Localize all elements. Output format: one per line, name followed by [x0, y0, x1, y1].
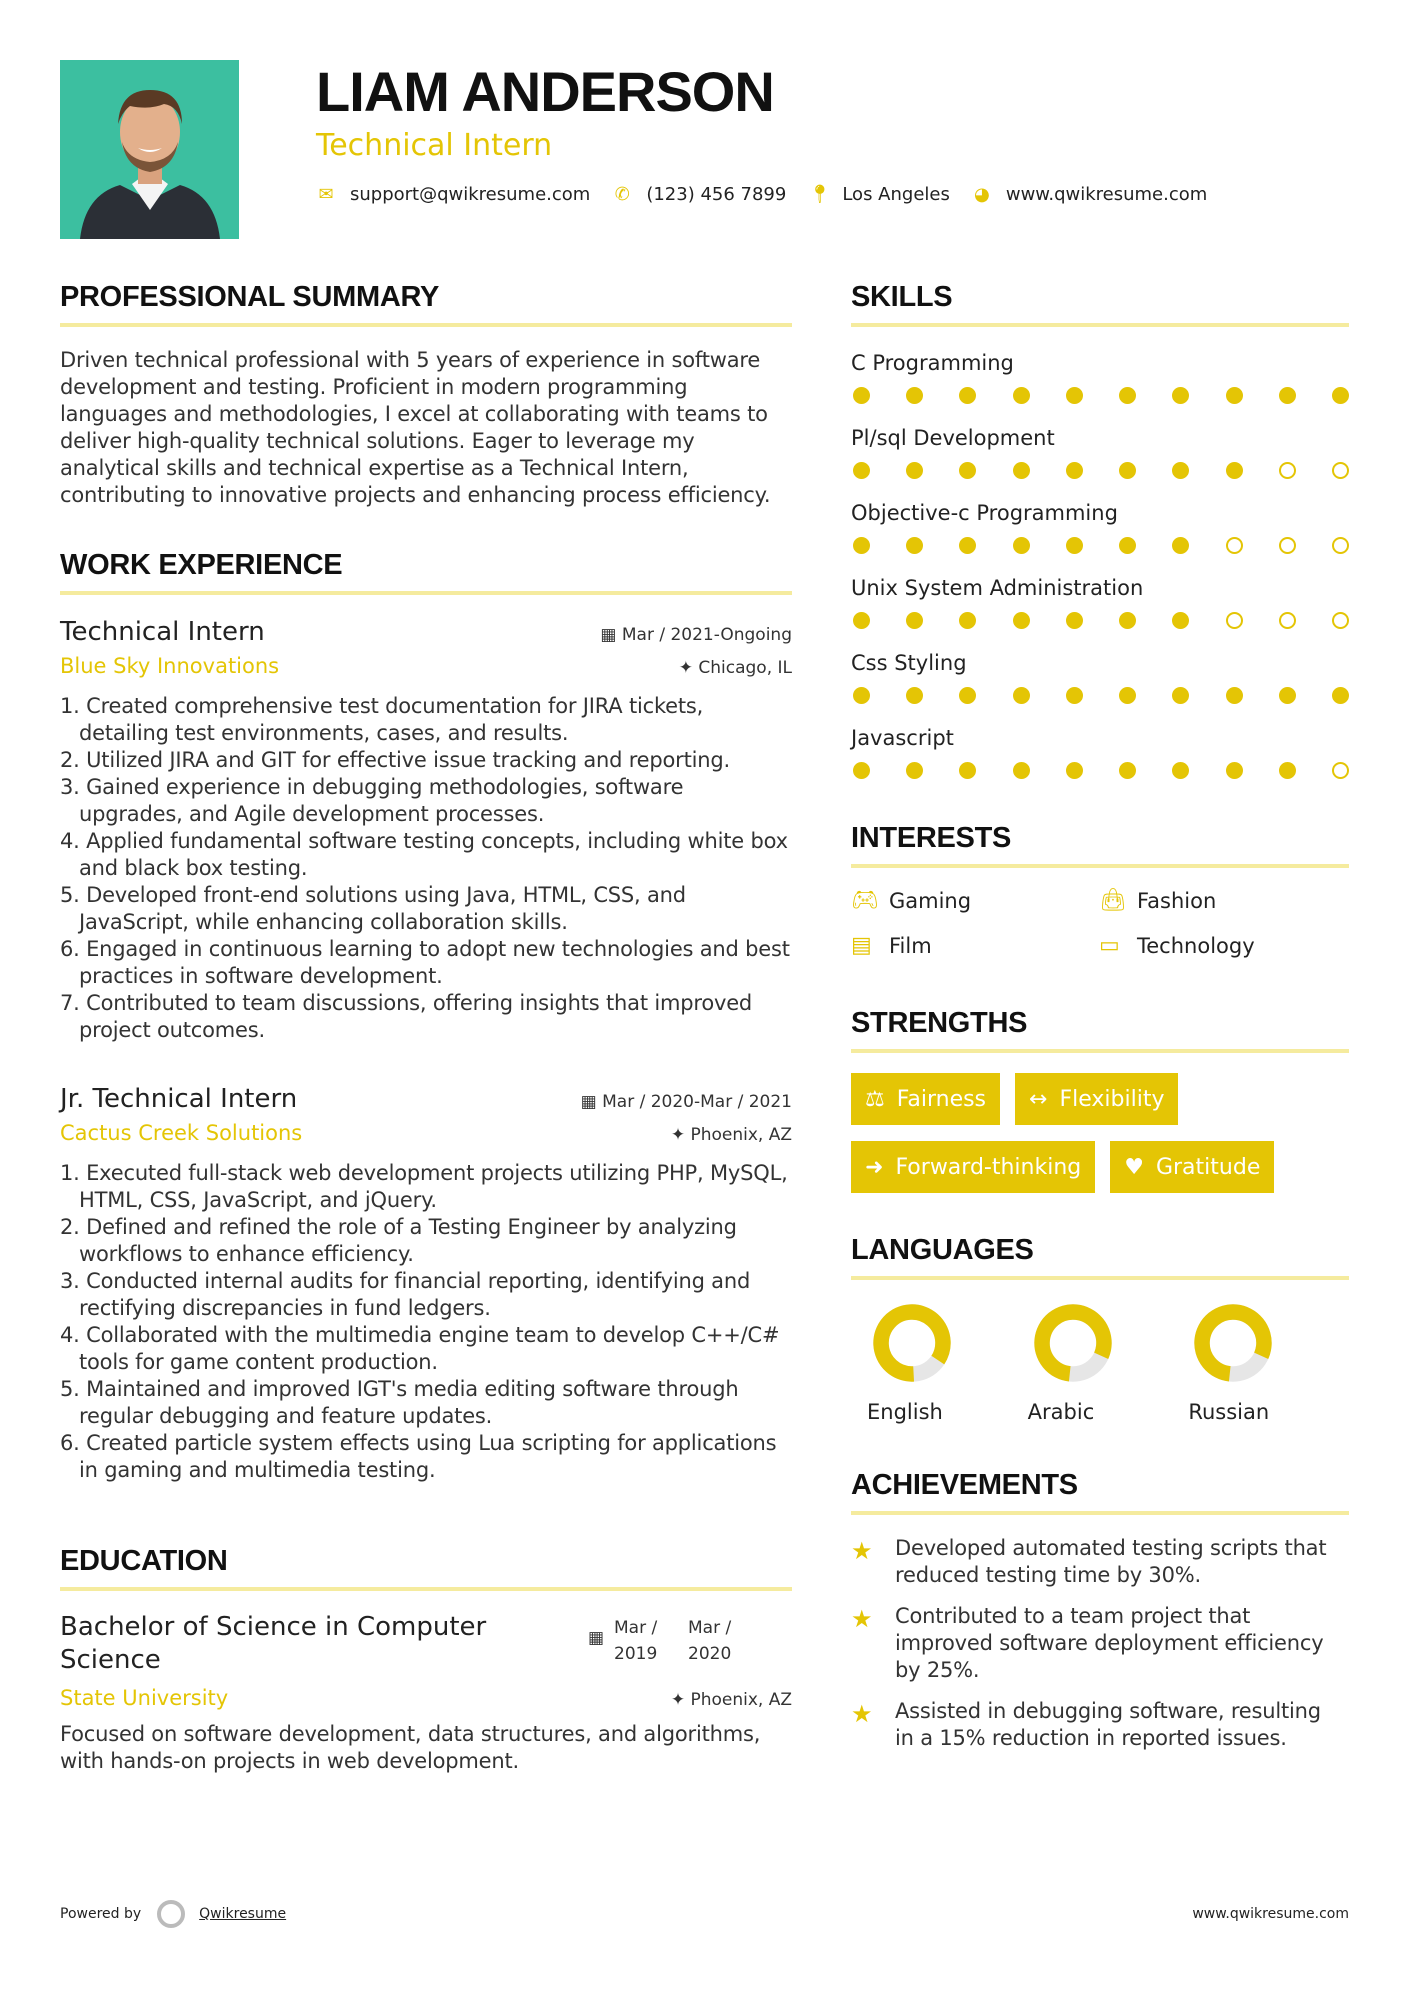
skill-rating: [851, 462, 1349, 479]
rating-dot-filled: [1066, 537, 1083, 554]
section-divider: [851, 323, 1349, 327]
rating-dot-filled: [1066, 762, 1083, 779]
job-entry: [60, 615, 792, 1044]
rating-dot-filled: [1226, 462, 1243, 479]
education-section: [60, 1542, 792, 1775]
language-donut: [1190, 1300, 1276, 1386]
pin-icon: ✦: [670, 1690, 691, 1710]
list-item: 4. Applied fundamental software testing concepts, including white box and black box testing.: [60, 829, 788, 880]
skill-name: Unix System Administration: [851, 576, 1144, 600]
language-item: [1188, 1300, 1349, 1424]
rating-dot-empty: [1332, 762, 1349, 779]
rating-dot-filled: [959, 687, 976, 704]
list-item: 2. Utilized JIRA and GIT for effective issue tracking and reporting.: [60, 748, 730, 772]
rating-dot-filled: [1066, 387, 1083, 404]
experience-section: [60, 546, 792, 1484]
language-name: English: [867, 1400, 943, 1424]
rating-dot-filled: [1226, 762, 1243, 779]
rating-dot-empty: [1332, 612, 1349, 629]
interest-item: 👜︎ Fashion: [1099, 888, 1217, 913]
rating-dot-filled: [1332, 387, 1349, 404]
rating-dot-filled: [1066, 462, 1083, 479]
company-name: Blue Sky Innovations: [60, 654, 280, 678]
rating-dot-filled: [853, 387, 870, 404]
rating-dot-filled: [1332, 687, 1349, 704]
skill-name: Pl/sql Development: [851, 426, 1055, 450]
arrow-right-icon: ➜: [865, 1154, 884, 1180]
rating-dot-filled: [1013, 687, 1030, 704]
list-item: 6. Engaged in continuous learning to adopt new technologies and best practices in software development.: [60, 937, 790, 988]
pin-icon: ✦: [670, 1125, 691, 1145]
contact-website[interactable]: [972, 184, 1207, 205]
section-divider: [851, 1276, 1349, 1280]
interests-grid: [851, 888, 1349, 958]
achievement-item: [851, 1535, 1349, 1589]
job-role: Jr. Technical Intern: [60, 1084, 298, 1114]
section-title: EDUCATION: [60, 1545, 228, 1577]
language-name: Arabic: [1027, 1400, 1095, 1424]
location-text: Los Angeles: [842, 184, 950, 205]
rating-dot-filled: [959, 762, 976, 779]
rating-dot-filled: [906, 762, 923, 779]
rating-dot-filled: [1013, 762, 1030, 779]
rating-dot-empty: [1279, 462, 1296, 479]
rating-dot-empty: [1279, 537, 1296, 554]
rating-dot-filled: [1279, 762, 1296, 779]
rating-dot-filled: [1066, 612, 1083, 629]
list-item: 5. Developed front-end solutions using Java, HTML, CSS, and JavaScript, while enhancing collaboration skills.: [60, 883, 686, 934]
rating-dot-filled: [1013, 537, 1030, 554]
arrows-horizontal-icon: ↔: [1029, 1086, 1048, 1112]
star-icon: ★: [851, 1537, 873, 1565]
skill-name: Objective-c Programming: [851, 501, 1118, 525]
list-item: 1. Executed full-stack web development projects utilizing PHP, MySQL, HTML, CSS, JavaScript, and jQuery.: [60, 1161, 788, 1212]
balance-scale-icon: ⚖: [865, 1086, 885, 1112]
section-title: LANGUAGES: [851, 1234, 1034, 1266]
rating-dot-filled: [853, 762, 870, 779]
map-marker-icon: 📍︎: [808, 184, 832, 205]
rating-dot-filled: [959, 537, 976, 554]
laptop-icon: ▭: [1099, 933, 1120, 958]
list-item: 7. Contributed to team discussions, offering insights that improved project outcomes.: [60, 991, 753, 1042]
list-item: 2. Defined and refined the role of a Testing Engineer by analyzing workflows to enhance efficiency.: [60, 1215, 737, 1266]
rating-dot-filled: [1172, 387, 1189, 404]
rating-dot-empty: [1332, 537, 1349, 554]
skill-rating: [851, 537, 1349, 554]
rating-dot-filled: [1119, 387, 1136, 404]
rating-dot-empty: [1226, 537, 1243, 554]
strength-tag: ⚖ Fairness: [851, 1073, 1000, 1125]
strength-tags: [851, 1073, 1349, 1193]
skill-rating: [851, 612, 1349, 629]
language-item: [867, 1300, 1028, 1424]
section-title: WORK EXPERIENCE: [60, 549, 343, 581]
calendar-icon: ▦: [580, 1092, 603, 1112]
achievement-text: Contributed to a team project that improved software deployment efficiency by 25%.: [895, 1604, 1324, 1682]
envelope-icon: ✉: [318, 184, 334, 205]
rating-dot-empty: [1226, 612, 1243, 629]
footer-website[interactable]: www.qwikresume.com: [1192, 1906, 1349, 1922]
languages-section: [851, 1231, 1349, 1424]
candidate-title: Technical Intern: [316, 128, 553, 163]
rating-dot-filled: [959, 612, 976, 629]
job-location: ✦ Chicago, IL: [678, 658, 792, 678]
rating-dot-empty: [1279, 612, 1296, 629]
list-item: 5. Maintained and improved IGT's media editing software through regular debugging and feature updates.: [60, 1377, 739, 1428]
shopping-bag-icon: 👜︎: [1099, 888, 1127, 913]
skill-rating: [851, 762, 1349, 779]
education-end: Mar / 2020: [688, 1618, 732, 1664]
achievement-text: Developed automated testing scripts that reduced testing time by 30%.: [895, 1536, 1327, 1587]
rating-dot-filled: [1172, 462, 1189, 479]
section-divider: [851, 1511, 1349, 1515]
education-description: Focused on software development, data structures, and algorithms, with hands-on projects in web development.: [60, 1722, 761, 1773]
job-bullets: [60, 693, 792, 1044]
rating-dot-filled: [1226, 387, 1243, 404]
interest-item: ▭ Technology: [1099, 933, 1255, 958]
rating-dot-filled: [906, 387, 923, 404]
strength-tag: ♥ Gratitude: [1110, 1141, 1274, 1193]
globe-icon: ◕: [973, 184, 990, 205]
language-donut: [1030, 1300, 1116, 1386]
footer-powered-by: [60, 1900, 286, 1928]
section-divider: [60, 591, 792, 595]
achievement-item: [851, 1698, 1349, 1752]
skill-rating: [851, 387, 1349, 404]
list-item: 3. Gained experience in debugging methodologies, software upgrades, and Agile development processes.: [60, 775, 684, 826]
rating-dot-filled: [959, 387, 976, 404]
school-location: ✦ Phoenix, AZ: [670, 1690, 792, 1710]
achievements-section: [851, 1466, 1349, 1752]
rating-dot-filled: [1172, 537, 1189, 554]
rating-dot-filled: [959, 462, 976, 479]
section-divider: [851, 864, 1349, 868]
strength-tag: ↔ Flexibility: [1015, 1073, 1178, 1125]
star-icon: ★: [851, 1605, 873, 1633]
section-title: STRENGTHS: [851, 1007, 1028, 1039]
achievement-item: [851, 1603, 1349, 1684]
language-list: [851, 1300, 1349, 1424]
school-name: State University: [60, 1686, 229, 1710]
rating-dot-filled: [1172, 762, 1189, 779]
list-item: 3. Conducted internal audits for financial reporting, identifying and rectifying discrepancies in fund ledgers.: [60, 1269, 751, 1320]
section-divider: [60, 323, 792, 327]
contact-phone[interactable]: [612, 184, 786, 205]
list-item: 1. Created comprehensive test documentation for JIRA tickets, detailing test environments, cases, and results.: [60, 694, 704, 745]
rating-dot-filled: [1013, 612, 1030, 629]
section-title: INTERESTS: [851, 822, 1012, 854]
company-name: Cactus Creek Solutions: [60, 1121, 303, 1145]
calendar-icon: ▦: [600, 625, 622, 645]
rating-dot-filled: [853, 612, 870, 629]
achievement-text: Assisted in debugging software, resulting in a 15% reduction in reported issues.: [895, 1699, 1321, 1750]
brand-link[interactable]: Qwikresume: [199, 1906, 287, 1922]
interest-item: 🎮︎ Gaming: [851, 888, 972, 913]
rating-dot-filled: [1119, 612, 1136, 629]
rating-dot-filled: [906, 612, 923, 629]
rating-dot-filled: [1119, 687, 1136, 704]
rating-dot-filled: [1226, 687, 1243, 704]
education-dates: [588, 1615, 762, 1677]
powered-by-text: Powered by: [60, 1906, 142, 1922]
job-entry: [60, 1082, 792, 1484]
summary-text: Driven technical professional with 5 years of experience in software development and testing. Proficient in modern programming languages and methodologies, I excel at collaborating with teams to deliver high-quality technical solutions. Eager to leverage my analytical skills and technical expertise as a Technical Intern, contributing to innovative projects and enhancing process efficiency.: [60, 348, 771, 507]
job-date: ▦ Mar / 2020-Mar / 2021: [580, 1092, 792, 1112]
candidate-name: LIAM ANDERSON: [316, 60, 774, 123]
pin-icon: ✦: [678, 658, 699, 678]
section-title: PROFESSIONAL SUMMARY: [60, 281, 440, 313]
website-text: www.qwikresume.com: [1005, 184, 1208, 205]
skill-name: Javascript: [851, 726, 954, 750]
strengths-section: [851, 1004, 1349, 1193]
left-column: [60, 278, 792, 1775]
interest-item: ▤ Film: [851, 933, 932, 958]
job-date: ▦ Mar / 2021-Ongoing: [600, 625, 792, 645]
rating-dot-filled: [1066, 687, 1083, 704]
skills-list: [851, 347, 1349, 779]
rating-dot-filled: [906, 462, 923, 479]
rating-dot-filled: [853, 687, 870, 704]
language-donut: [869, 1300, 955, 1386]
profile-photo: [60, 60, 239, 239]
strength-tag: ➜ Forward-thinking: [851, 1141, 1095, 1193]
section-divider: [60, 1587, 792, 1591]
skill-rating: [851, 687, 1349, 704]
rating-dot-filled: [1119, 762, 1136, 779]
calendar-icon: ▦: [587, 1628, 604, 1648]
rating-dot-filled: [1119, 537, 1136, 554]
summary-section: [60, 278, 792, 509]
interests-section: [851, 819, 1349, 958]
email-text: support@qwikresume.com: [350, 184, 591, 205]
contact-email[interactable]: [316, 184, 590, 205]
star-icon: ★: [851, 1700, 873, 1728]
heart-icon: ♥: [1124, 1154, 1144, 1180]
skills-section: [851, 278, 1349, 779]
education-start: Mar / 2019: [614, 1618, 658, 1664]
job-location: ✦ Phoenix, AZ: [670, 1125, 792, 1145]
skill-name: Css Styling: [851, 651, 967, 675]
skill-name: C Programming: [851, 351, 1014, 375]
person-portrait-icon: [60, 60, 239, 239]
rating-dot-filled: [1013, 387, 1030, 404]
job-role: Technical Intern: [60, 617, 265, 647]
rating-dot-filled: [906, 537, 923, 554]
phone-text: (123) 456 7899: [646, 184, 787, 205]
qwikresume-logo-icon: [157, 1900, 185, 1928]
list-item: 4. Collaborated with the multimedia engine team to develop C++/C# tools for game content production.: [60, 1323, 780, 1374]
rating-dot-filled: [1013, 462, 1030, 479]
gamepad-icon: 🎮︎: [851, 888, 879, 913]
rating-dot-filled: [1172, 612, 1189, 629]
rating-dot-filled: [1119, 462, 1136, 479]
language-name: Russian: [1188, 1400, 1270, 1424]
job-bullets: [60, 1160, 792, 1484]
rating-dot-filled: [853, 462, 870, 479]
contact-bar: [316, 184, 1356, 205]
right-column: [851, 278, 1349, 1766]
rating-dot-filled: [1279, 687, 1296, 704]
section-title: SKILLS: [851, 281, 953, 313]
contact-location: [808, 184, 950, 205]
rating-dot-filled: [906, 687, 923, 704]
rating-dot-empty: [1332, 462, 1349, 479]
section-title: ACHIEVEMENTS: [851, 1469, 1078, 1501]
section-divider: [851, 1049, 1349, 1053]
rating-dot-filled: [853, 537, 870, 554]
list-item: 6. Created particle system effects using Lua scripting for applications in gaming and multimedia testing.: [60, 1431, 777, 1482]
film-icon: ▤: [851, 933, 872, 958]
resume-header: [316, 58, 1356, 205]
phone-icon: ✆: [614, 184, 630, 205]
degree-name: Bachelor of Science in Computer Science: [60, 1612, 487, 1675]
rating-dot-filled: [1279, 387, 1296, 404]
rating-dot-filled: [1172, 687, 1189, 704]
language-item: [1028, 1300, 1189, 1424]
